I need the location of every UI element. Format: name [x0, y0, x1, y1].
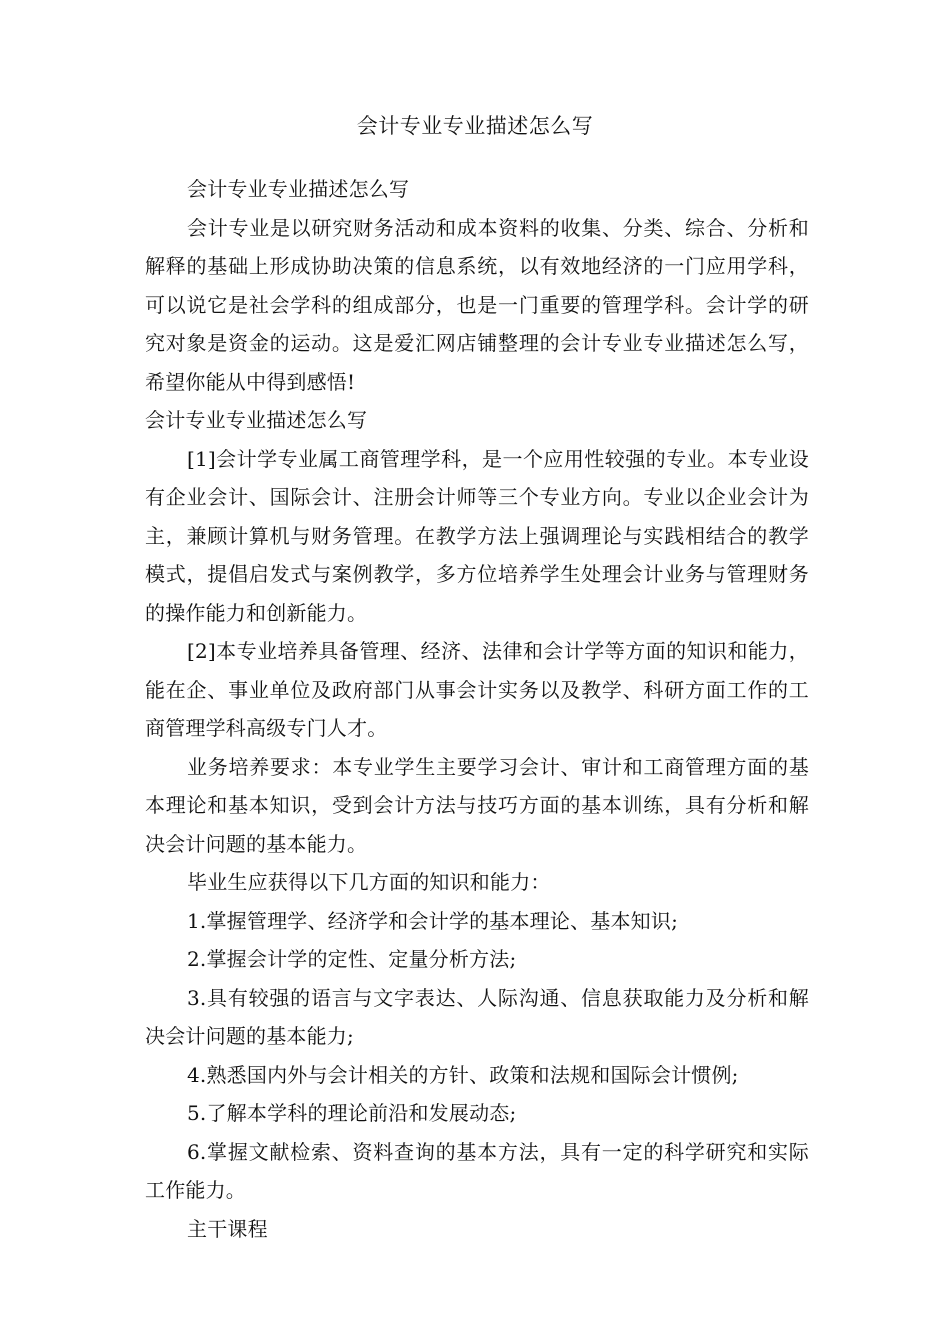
document-body: [145, 170, 809, 1248]
paragraph: 会计专业专业描述怎么写: [145, 408, 368, 432]
paragraph: 会计专业是以研究财务活动和成本资料的收集、分类、综合、分析和解释的基础上形成协助决策的信息系统，以有效地经济的一门应用学科，可以说它是社会学科的组成部分，也是一门重要的管理学科。会计学的研究对象是资金的运动。这是爱汇网店铺整理的会计专业专业描述怎么写，希望你能从中得到感悟!: [145, 215, 809, 394]
list-item: 2.掌握会计学的定性、定量分析方法;: [187, 947, 517, 971]
list-item: 6.掌握文献检索、资料查询的基本方法，具有一定的科学研究和实际工作能力。: [145, 1139, 809, 1202]
list-item: 5.了解本学科的理论前沿和发展动态;: [187, 1101, 517, 1125]
paragraph: 毕业生应获得以下几方面的知识和能力：: [187, 870, 551, 894]
list-item: 4.熟悉国内外与会计相关的方针、政策和法规和国际会计惯例;: [187, 1062, 739, 1087]
paragraph: [2]本专业培养具备管理、经济、法律和会计学等方面的知识和能力，能在企、事业单位及政府部门从事会计实务以及教学、科研方面工作的工商管理学科高级专门人才。: [145, 639, 809, 740]
list-item: 1.掌握管理学、经济学和会计学的基本理论、基本知识;: [187, 908, 679, 933]
section-heading: 主干课程: [187, 1216, 268, 1241]
paragraph: 会计专业专业描述怎么写: [187, 177, 410, 201]
list-item: 3.具有较强的语言与文字表达、人际沟通、信息获取能力及分析和解决会计问题的基本能力;: [145, 985, 809, 1048]
paragraph: [1]会计学专业属工商管理学科，是一个应用性较强的专业。本专业设有企业会计、国际会计、注册会计师等三个专业方向。专业以企业会计为主，兼顾计算机与财务管理。在教学方法上强调理论与实践相结合的教学模式，提倡启发式与案例教学，多方位培养学生处理会计业务与管理财务的操作能力和创新能力。: [145, 446, 809, 625]
paragraph: 业务培养要求：本专业学生主要学习会计、审计和工商管理方面的基本理论和基本知识，受到会计方法与技巧方面的基本训练，具有分析和解决会计问题的基本能力。: [145, 754, 809, 856]
document-title: 会计专业专业描述怎么写: [356, 114, 594, 138]
